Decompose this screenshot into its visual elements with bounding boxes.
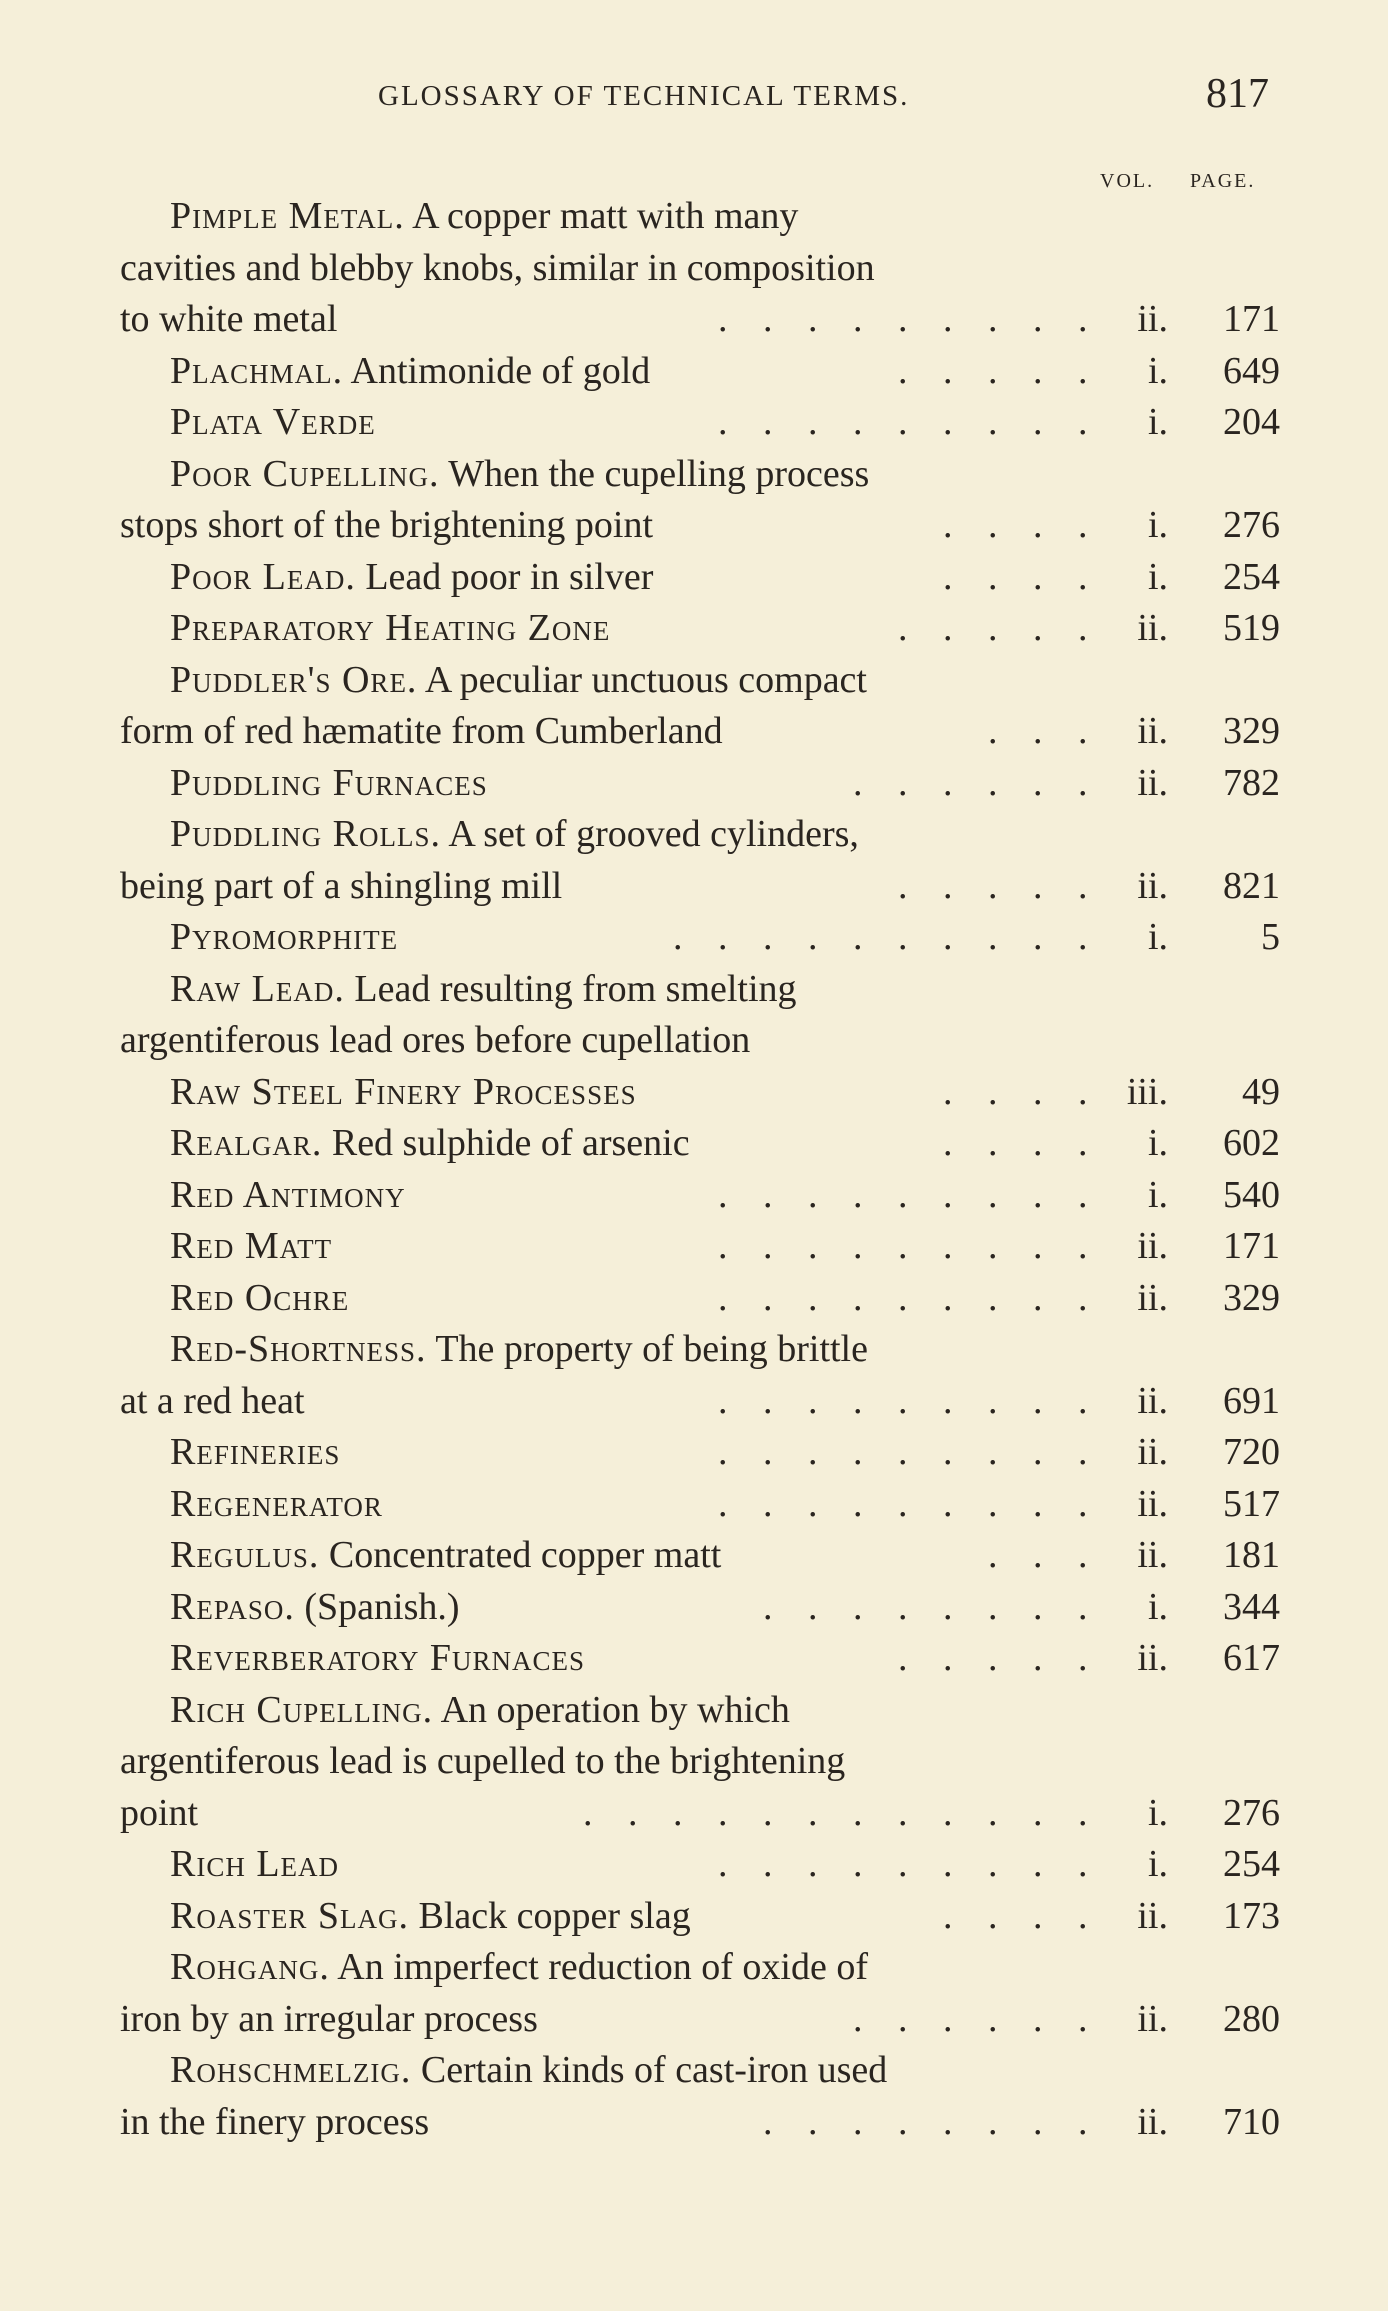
entry-term: Plachmal.: [170, 349, 344, 392]
entry-description: to white metal: [120, 298, 338, 340]
entry-page: 540: [1223, 1173, 1280, 1216]
entry-line: [120, 1376, 305, 1426]
entry-line: [170, 191, 798, 241]
entry-term: Red-Shortness.: [170, 1328, 427, 1370]
entry-page: 171: [1223, 298, 1280, 340]
entry-term: Puddling Rolls.: [170, 813, 441, 855]
entry-volume: i.: [1147, 349, 1168, 392]
entry-line: [170, 449, 869, 499]
entry-description: Red sulphide of arsenic: [322, 1122, 690, 1164]
entry-line: [120, 1736, 845, 1786]
entry-line: [120, 2097, 429, 2147]
entry-term: Raw Steel Finery Processes: [170, 1070, 637, 1113]
entry-line: [170, 1942, 868, 1992]
leader-dots: . . . .: [943, 1070, 1088, 1113]
entry-page: 181: [1223, 1534, 1280, 1576]
entry-line: [170, 603, 610, 653]
leader-dots: . . . .: [943, 1894, 1088, 1937]
entry-line: [120, 1994, 538, 2044]
entry-page: 617: [1223, 1637, 1280, 1679]
running-title: GLOSSARY OF TECHNICAL TERMS.: [378, 80, 910, 112]
leader-dots: . . . . . . . . .: [718, 1431, 1088, 1473]
entry-volume: i.: [1147, 1122, 1168, 1164]
leader-dots: . . . . . . . .: [763, 2100, 1088, 2143]
leader-dots: . . . . . . . . .: [718, 1843, 1088, 1885]
column-header-vol: VOL.: [1100, 170, 1155, 192]
entry-term: Red Antimony: [170, 1173, 406, 1216]
entry-page: 329: [1223, 1276, 1280, 1319]
entry-line: [170, 1839, 339, 1889]
entry-description: stops short of the brightening point: [120, 504, 654, 546]
entry-volume: ii.: [1137, 2100, 1168, 2143]
entry-volume: i.: [1147, 504, 1168, 546]
entry-volume: ii.: [1137, 607, 1168, 649]
entry-volume: i.: [1147, 916, 1168, 958]
leader-dots: . . . . .: [898, 864, 1088, 907]
leader-dots: . . . . . .: [853, 761, 1088, 804]
entry-page: 276: [1223, 1791, 1280, 1834]
entry-term: Rich Cupelling.: [170, 1688, 434, 1731]
entry-description: When the cupelling process: [439, 452, 870, 495]
entry-page: 254: [1223, 1843, 1280, 1885]
entry-page: 517: [1223, 1482, 1280, 1525]
entry-term: Poor Cupelling.: [170, 452, 440, 495]
entry-term: Plata Verde: [170, 401, 376, 443]
entry-volume: i.: [1147, 1791, 1168, 1834]
entry-line: [170, 552, 653, 602]
entry-line: [170, 1582, 460, 1632]
leader-dots: . . . . . . . . .: [718, 1276, 1088, 1319]
entry-description: A peculiar unctuous compact: [417, 658, 867, 701]
column-header-page: PAGE.: [1190, 170, 1256, 192]
entry-term: Rich Lead: [170, 1843, 340, 1885]
leader-dots: . . . . .: [898, 1637, 1088, 1679]
entry-term: Poor Lead.: [170, 555, 356, 598]
entry-volume: ii.: [1137, 761, 1168, 804]
entry-volume: ii.: [1137, 710, 1168, 752]
entry-volume: i.: [1147, 555, 1168, 598]
entry-volume: i.: [1147, 1173, 1168, 1216]
page-number: 817: [1206, 71, 1269, 117]
entry-page: 821: [1223, 864, 1280, 907]
entry-page: 710: [1223, 2100, 1280, 2143]
entry-volume: ii.: [1137, 1482, 1168, 1525]
entry-description: Lead resulting from smelting: [344, 967, 797, 1010]
entry-description: cavities and blebby knobs, similar in composition: [120, 246, 875, 289]
entry-page: 782: [1223, 761, 1280, 804]
entry-term: Red Ochre: [170, 1276, 350, 1319]
entry-description: argentiferous lead ores before cupellation: [120, 1019, 751, 1061]
entry-line: [170, 1891, 691, 1941]
entry-line: [120, 706, 723, 756]
entry-description: A copper matt with many: [404, 195, 799, 237]
entry-line: [120, 243, 875, 293]
entry-description: An imperfect reduction of oxide of: [329, 1946, 869, 1988]
entry-volume: ii.: [1137, 1637, 1168, 1679]
entry-page: 204: [1223, 401, 1280, 443]
leader-dots: . . . . . . . . .: [718, 1482, 1088, 1525]
entry-line: [170, 397, 376, 447]
leader-dots: . . . . .: [898, 607, 1088, 649]
entry-term: Puddler's Ore.: [170, 658, 418, 701]
entry-volume: ii.: [1137, 1997, 1168, 2040]
entry-description: (Spanish.): [294, 1585, 460, 1628]
entry-page: 720: [1223, 1431, 1280, 1473]
entry-line: [170, 1067, 637, 1117]
entry-volume: ii.: [1137, 864, 1168, 907]
entry-description: Lead poor in silver: [355, 555, 654, 598]
entry-term: Pimple Metal.: [170, 195, 405, 237]
leader-dots: . . . . . . . . . .: [673, 916, 1088, 958]
entry-line: [170, 1633, 585, 1683]
leader-dots: . . . . . . . .: [763, 1585, 1088, 1628]
entry-line: [170, 1427, 340, 1477]
entry-term: Rohschmelzig.: [170, 2049, 412, 2091]
leader-dots: . . . .: [943, 504, 1088, 546]
entry-page: 344: [1223, 1585, 1280, 1628]
entry-line: [120, 500, 653, 550]
entry-term: Raw Lead.: [170, 967, 345, 1010]
leader-dots: . . . . . . . . . . . .: [583, 1791, 1088, 1834]
entry-line: [120, 1015, 750, 1065]
leader-dots: . . .: [988, 1534, 1088, 1576]
entry-term: Reverberatory Furnaces: [170, 1637, 586, 1679]
entry-description: iron by an irregular process: [120, 1997, 538, 2040]
entry-page: 49: [1242, 1070, 1280, 1113]
entry-page: 5: [1261, 916, 1280, 958]
entry-volume: ii.: [1137, 1534, 1168, 1576]
entry-page: 280: [1223, 1997, 1280, 2040]
entry-term: Repaso.: [170, 1585, 295, 1628]
entry-term: Roaster Slag.: [170, 1894, 409, 1937]
entry-line: [170, 1221, 332, 1271]
leader-dots: . . . . . . . . .: [718, 401, 1088, 443]
entry-description: Certain kinds of cast-iron used: [411, 2049, 888, 2091]
entry-line: [170, 346, 650, 396]
entry-volume: ii.: [1137, 1431, 1168, 1473]
entry-page: 254: [1223, 555, 1280, 598]
entry-term: Puddling Furnaces: [170, 761, 488, 804]
entry-description: argentiferous lead is cupelled to the brightening: [120, 1740, 846, 1782]
leader-dots: . . . .: [943, 1122, 1088, 1164]
entry-term: Regulus.: [170, 1534, 320, 1576]
entry-volume: i.: [1147, 1585, 1168, 1628]
leader-dots: . . .: [988, 710, 1088, 752]
entry-line: [170, 1324, 868, 1374]
entry-line: [170, 758, 488, 808]
entry-volume: ii.: [1137, 1276, 1168, 1319]
entry-page: 519: [1223, 607, 1280, 649]
entry-volume: ii.: [1137, 1225, 1168, 1267]
entry-description: point: [120, 1791, 199, 1834]
entry-line: [170, 964, 797, 1014]
entry-line: [170, 1685, 790, 1735]
entry-volume: iii.: [1126, 1070, 1168, 1113]
entry-line: [120, 861, 562, 911]
entry-description: in the finery process: [120, 2100, 430, 2143]
entry-term: Preparatory Heating Zone: [170, 607, 611, 649]
entry-volume: ii.: [1137, 1379, 1168, 1422]
entry-page: 171: [1223, 1225, 1280, 1267]
entry-description: form of red hæmatite from Cumberland: [120, 710, 723, 752]
leader-dots: . . . . . . . . .: [718, 298, 1088, 340]
leader-dots: . . . . . . . . .: [718, 1379, 1088, 1422]
entry-line: [170, 809, 859, 859]
entry-line: [170, 2045, 887, 2095]
entry-description: A set of grooved cylinders,: [440, 813, 859, 855]
entry-line: [170, 1273, 349, 1323]
entry-description: being part of a shingling mill: [120, 864, 563, 907]
entry-term: Regenerator: [170, 1482, 383, 1525]
entry-line: [170, 655, 867, 705]
leader-dots: . . . . . . . . .: [718, 1173, 1088, 1216]
entry-line: [120, 294, 337, 344]
entry-volume: i.: [1147, 1843, 1168, 1885]
entry-page: 649: [1223, 349, 1280, 392]
leader-dots: . . . . . . . . .: [718, 1225, 1088, 1267]
entry-line: [170, 1118, 690, 1168]
leader-dots: . . . . . .: [853, 1997, 1088, 2040]
entry-volume: ii.: [1137, 298, 1168, 340]
entry-page: 173: [1223, 1894, 1280, 1937]
entry-term: Rohgang.: [170, 1946, 330, 1988]
entry-term: Pyromorphite: [170, 916, 399, 958]
entry-page: 329: [1223, 710, 1280, 752]
leader-dots: . . . . .: [898, 349, 1088, 392]
entry-description: The property of being brittle: [426, 1328, 868, 1370]
entry-description: Concentrated copper matt: [319, 1534, 722, 1576]
entry-page: 276: [1223, 504, 1280, 546]
entry-page: 691: [1223, 1379, 1280, 1422]
entry-description: An operation by which: [433, 1688, 790, 1731]
entry-description: Black copper slag: [408, 1894, 691, 1937]
leader-dots: . . . .: [943, 555, 1088, 598]
entry-description: Antimonide of gold: [343, 349, 651, 392]
entry-volume: i.: [1147, 401, 1168, 443]
entry-description: at a red heat: [120, 1379, 305, 1422]
entry-line: [170, 912, 398, 962]
entry-line: [170, 1479, 383, 1529]
entry-page: 602: [1223, 1122, 1280, 1164]
entry-line: [170, 1170, 406, 1220]
entry-term: Realgar.: [170, 1122, 323, 1164]
entry-line: [120, 1788, 198, 1838]
entry-term: Red Matt: [170, 1225, 333, 1267]
entry-line: [170, 1530, 721, 1580]
entry-term: Refineries: [170, 1431, 341, 1473]
entry-volume: ii.: [1137, 1894, 1168, 1937]
